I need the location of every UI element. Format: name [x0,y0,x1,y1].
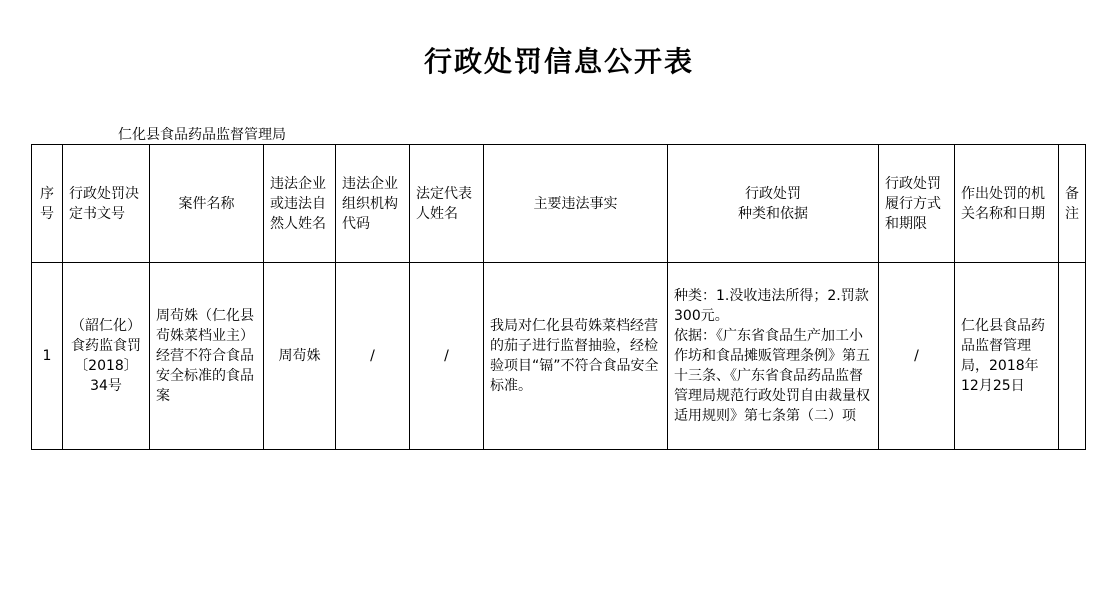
header-cell-org-code: 违法企业组织机构代码 [336,145,410,263]
cell-legal-rep: / [410,263,484,450]
cell-facts: 我局对仁化县茍姝菜档经营的茄子进行监督抽验，经检验项目“镉”不符合食品安全标准。 [484,263,668,450]
table-row [32,263,1086,450]
cell-case-name: 周茍姝（仁化县茍姝菜档业主）经营不符合食品安全标准的食品案 [150,263,264,450]
header-cell-legal-rep: 法定代表人姓名 [410,145,484,263]
header-cell-case-name: 案件名称 [150,145,264,263]
header-cell-party: 违法企业或违法自然人姓名 [264,145,336,263]
penalty-basis: 依据：《广东省食品生产加工小作坊和食品摊贩管理条例》第五十三条、《广东省食品药品监督管理局规范行政处罚自由裁量权适用规则》第七条第（二）项 [674,328,870,424]
header-cell-authority-date: 作出处罚的机关名称和日期 [955,145,1059,263]
cell-penalty [668,263,879,450]
cell-party: 周茍姝 [264,263,336,450]
penalty-table [31,144,1086,450]
header-cell-facts: 主要违法事实 [484,145,668,263]
page-title: 行政处罚信息公开表 [423,45,694,78]
agency-name: 仁化县食品药品监督管理局 [118,127,286,143]
header-cell-execution: 行政处罚履行方式和期限 [879,145,955,263]
header-cell-remark: 备注 [1059,145,1086,263]
cell-doc-no: （韶仁化）食药监食罚〔2018〕34号 [63,263,150,450]
header-cell-no: 序号 [32,145,63,263]
penalty-type: 种类：1.没收违法所得；2.罚款300元。 [674,288,869,324]
header-cell-penalty: 行政处罚 种类和依据 [668,145,879,263]
table-header-row [32,145,1086,263]
cell-authority-date: 仁化县食品药品监督管理局，2018年12月25日 [955,263,1059,450]
cell-no: 1 [32,263,63,450]
cell-execution: / [879,263,955,450]
header-cell-doc-no: 行政处罚决定书文号 [63,145,150,263]
cell-remark [1059,263,1086,450]
cell-org-code: / [336,263,410,450]
